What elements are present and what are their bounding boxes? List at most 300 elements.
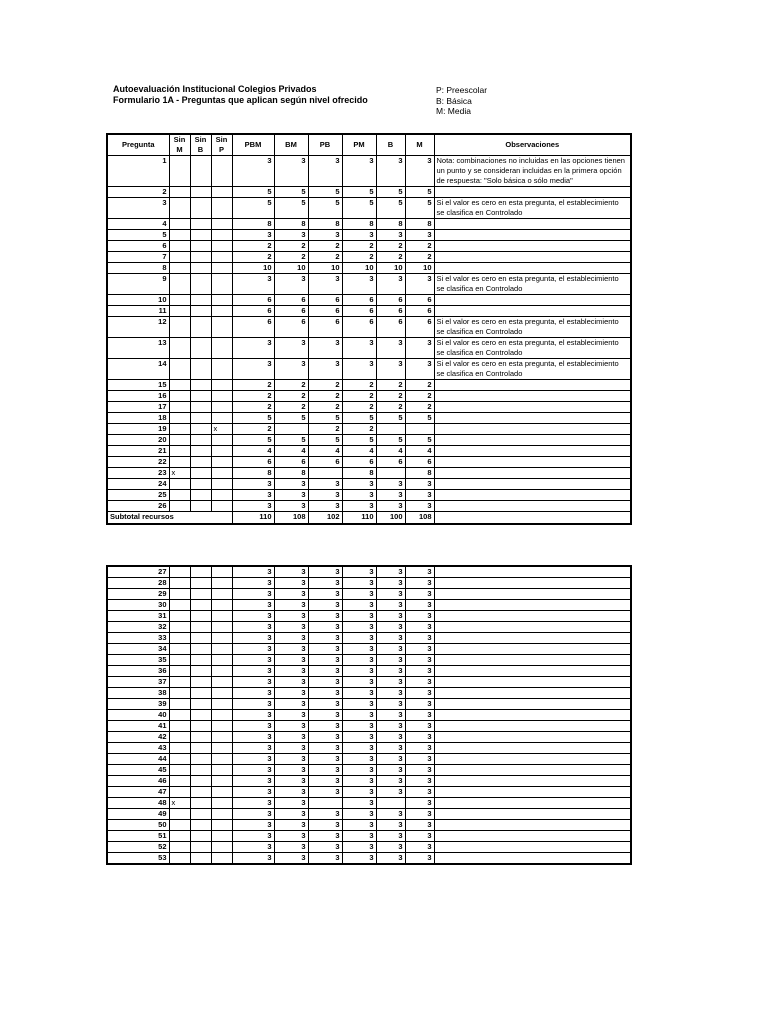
bm-cell: 6 (274, 295, 308, 306)
pbm-cell: 3 (232, 655, 274, 666)
b-cell: 3 (376, 754, 405, 765)
bm-cell: 3 (274, 611, 308, 622)
sin-m-cell (169, 424, 190, 435)
pbm-cell: 3 (232, 589, 274, 600)
sin-b-cell (190, 306, 211, 317)
sin-b-cell (190, 402, 211, 413)
table-row (107, 655, 631, 666)
sin-m-cell (169, 446, 190, 457)
pm-cell: 6 (342, 317, 376, 338)
question-cell: 39 (107, 699, 169, 710)
obs-cell (434, 468, 631, 479)
obs-cell: Si el valor es cero en esta pregunta, el establecimiento se clasifica en Controlado (434, 274, 631, 295)
pb-cell: 3 (308, 479, 342, 490)
pb-cell: 3 (308, 787, 342, 798)
bm-cell: 3 (274, 600, 308, 611)
pm-cell: 3 (342, 490, 376, 501)
sin-p-cell (211, 446, 232, 457)
subtotal-bm-cell: 108 (274, 512, 308, 525)
bm-cell: 3 (274, 809, 308, 820)
question-cell: 52 (107, 842, 169, 853)
sin-m-cell (169, 156, 190, 187)
pbm-cell: 3 (232, 622, 274, 633)
pb-cell: 3 (308, 710, 342, 721)
question-cell: 24 (107, 479, 169, 490)
sin-m-cell (169, 743, 190, 754)
pm-cell: 3 (342, 359, 376, 380)
pm-cell: 3 (342, 156, 376, 187)
pbm-cell: 10 (232, 263, 274, 274)
sin-p-cell: x (211, 424, 232, 435)
sin-p-cell (211, 230, 232, 241)
sin-b-cell (190, 853, 211, 865)
m-cell: 3 (405, 765, 434, 776)
bm-cell: 3 (274, 721, 308, 732)
table-row (107, 252, 631, 263)
bm-cell: 3 (274, 655, 308, 666)
obs-cell (434, 219, 631, 230)
sin-p-cell (211, 666, 232, 677)
m-cell: 8 (405, 219, 434, 230)
b-cell: 2 (376, 380, 405, 391)
table-row (107, 468, 631, 479)
document-title (113, 84, 368, 106)
m-cell: 3 (405, 677, 434, 688)
obs-cell (434, 798, 631, 809)
sin-b-cell (190, 457, 211, 468)
sin-b-cell (190, 611, 211, 622)
table-row (107, 219, 631, 230)
pb-cell: 4 (308, 446, 342, 457)
b-cell: 3 (376, 490, 405, 501)
pbm-cell: 6 (232, 295, 274, 306)
pbm-cell: 2 (232, 424, 274, 435)
obs-cell (434, 853, 631, 865)
m-cell: 2 (405, 402, 434, 413)
pbm-cell: 3 (232, 611, 274, 622)
table-row (107, 198, 631, 219)
obs-cell (434, 765, 631, 776)
sin-b-cell (190, 295, 211, 306)
sin-p-cell (211, 274, 232, 295)
pbm-cell: 3 (232, 338, 274, 359)
pbm-cell: 3 (232, 787, 274, 798)
sin-m-cell (169, 219, 190, 230)
sin-p-cell (211, 754, 232, 765)
b-cell: 5 (376, 198, 405, 219)
m-cell: 3 (405, 600, 434, 611)
sin-p-cell (211, 479, 232, 490)
table-row (107, 578, 631, 589)
pb-cell: 5 (308, 435, 342, 446)
subtotal-m-cell: 108 (405, 512, 434, 525)
obs-cell (434, 622, 631, 633)
sin-b-cell (190, 501, 211, 512)
b-cell: 3 (376, 589, 405, 600)
question-cell: 7 (107, 252, 169, 263)
sin-p-cell (211, 468, 232, 479)
b-cell: 3 (376, 644, 405, 655)
pb-cell: 8 (308, 219, 342, 230)
pbm-cell: 5 (232, 187, 274, 198)
m-cell: 3 (405, 566, 434, 578)
sin-p-cell (211, 156, 232, 187)
pbm-cell: 3 (232, 677, 274, 688)
table-row (107, 306, 631, 317)
subtotal-row (107, 512, 631, 525)
b-cell: 5 (376, 413, 405, 424)
m-cell: 3 (405, 479, 434, 490)
pb-cell: 3 (308, 699, 342, 710)
b-cell (376, 424, 405, 435)
pm-cell: 6 (342, 295, 376, 306)
pbm-cell: 5 (232, 435, 274, 446)
table-row (107, 842, 631, 853)
table-row (107, 435, 631, 446)
sin-p-cell (211, 787, 232, 798)
pm-cell: 3 (342, 853, 376, 865)
pb-cell: 3 (308, 644, 342, 655)
m-cell: 3 (405, 611, 434, 622)
sin-m-cell (169, 479, 190, 490)
sin-b-cell (190, 274, 211, 295)
sin-p-cell (211, 263, 232, 274)
subtotal-label: Subtotal recursos (107, 512, 232, 525)
b-cell: 3 (376, 600, 405, 611)
obs-cell (434, 252, 631, 263)
bm-cell: 3 (274, 754, 308, 765)
pm-cell: 3 (342, 622, 376, 633)
b-cell: 3 (376, 479, 405, 490)
m-cell: 6 (405, 295, 434, 306)
question-cell: 43 (107, 743, 169, 754)
pm-cell: 3 (342, 633, 376, 644)
sin-p-cell (211, 633, 232, 644)
pb-cell (308, 468, 342, 479)
m-cell: 10 (405, 263, 434, 274)
sin-p-cell (211, 842, 232, 853)
table-row (107, 241, 631, 252)
table-row (107, 338, 631, 359)
table-row (107, 699, 631, 710)
b-cell: 3 (376, 655, 405, 666)
table-row (107, 820, 631, 831)
obs-cell (434, 809, 631, 820)
pb-cell: 3 (308, 600, 342, 611)
pb-cell: 3 (308, 501, 342, 512)
obs-cell (434, 754, 631, 765)
b-cell: 6 (376, 317, 405, 338)
bm-cell: 6 (274, 306, 308, 317)
obs-cell (434, 457, 631, 468)
bm-cell: 3 (274, 589, 308, 600)
m-cell: 3 (405, 809, 434, 820)
pb-cell: 3 (308, 578, 342, 589)
obs-cell: Si el valor es cero en esta pregunta, el establecimiento se clasifica en Controlado (434, 359, 631, 380)
sin-p-cell (211, 566, 232, 578)
sin-m-cell (169, 677, 190, 688)
pbm-cell: 3 (232, 644, 274, 655)
b-cell: 3 (376, 666, 405, 677)
questions-table-1 (106, 133, 632, 525)
b-cell: 8 (376, 219, 405, 230)
obs-cell (434, 677, 631, 688)
obs-cell (434, 688, 631, 699)
m-cell: 3 (405, 776, 434, 787)
sin-p-cell (211, 655, 232, 666)
pbm-cell: 3 (232, 230, 274, 241)
pm-cell: 3 (342, 831, 376, 842)
sin-b-cell (190, 622, 211, 633)
pb-cell: 3 (308, 655, 342, 666)
pb-cell: 3 (308, 688, 342, 699)
sin-b-cell (190, 699, 211, 710)
m-cell: 3 (405, 655, 434, 666)
sin-p-cell (211, 721, 232, 732)
sin-m-cell (169, 776, 190, 787)
pb-cell: 2 (308, 380, 342, 391)
question-cell: 36 (107, 666, 169, 677)
question-cell: 23 (107, 468, 169, 479)
pb-cell: 3 (308, 842, 342, 853)
sin-m-cell (169, 754, 190, 765)
pbm-cell: 2 (232, 241, 274, 252)
sin-m-cell (169, 809, 190, 820)
bm-cell: 6 (274, 457, 308, 468)
b-cell: 3 (376, 765, 405, 776)
sin-m-cell (169, 274, 190, 295)
question-cell: 51 (107, 831, 169, 842)
sin-m-cell (169, 622, 190, 633)
obs-cell: Nota: combinaciones no incluidas en las opciones tienen un punto y se consideran incluidas en la primera opción de respuesta: "Solo básica o sólo media" (434, 156, 631, 187)
pm-cell: 2 (342, 241, 376, 252)
sin-m-cell (169, 831, 190, 842)
bm-cell: 3 (274, 230, 308, 241)
sin-b-cell (190, 820, 211, 831)
m-cell: 3 (405, 754, 434, 765)
m-cell: 3 (405, 622, 434, 633)
m-cell: 2 (405, 252, 434, 263)
m-cell: 3 (405, 644, 434, 655)
m-cell: 3 (405, 359, 434, 380)
sin-b-cell (190, 252, 211, 263)
obs-cell (434, 187, 631, 198)
question-cell: 47 (107, 787, 169, 798)
bm-cell: 3 (274, 490, 308, 501)
pb-cell: 2 (308, 241, 342, 252)
pb-cell: 3 (308, 611, 342, 622)
pbm-cell: 3 (232, 820, 274, 831)
b-cell: 3 (376, 622, 405, 633)
b-cell: 5 (376, 435, 405, 446)
header-sin-m: Sin M (169, 134, 190, 156)
m-cell: 3 (405, 842, 434, 853)
sin-p-cell (211, 338, 232, 359)
b-cell: 3 (376, 809, 405, 820)
obs-cell (434, 578, 631, 589)
sin-b-cell (190, 809, 211, 820)
bm-cell: 3 (274, 688, 308, 699)
table-row (107, 677, 631, 688)
header-b: B (376, 134, 405, 156)
obs-cell (434, 479, 631, 490)
sin-m-cell (169, 187, 190, 198)
b-cell: 6 (376, 295, 405, 306)
obs-cell (434, 424, 631, 435)
sin-p-cell (211, 317, 232, 338)
obs-cell (434, 721, 631, 732)
b-cell: 4 (376, 446, 405, 457)
sin-m-cell (169, 633, 190, 644)
sin-b-cell (190, 338, 211, 359)
level-legend (436, 85, 487, 117)
pm-cell: 2 (342, 391, 376, 402)
obs-cell: Si el valor es cero en esta pregunta, el establecimiento se clasifica en Controlado (434, 317, 631, 338)
bm-cell: 3 (274, 743, 308, 754)
sin-p-cell (211, 732, 232, 743)
m-cell: 2 (405, 380, 434, 391)
bm-cell: 3 (274, 501, 308, 512)
subtotal-pm-cell: 110 (342, 512, 376, 525)
sin-b-cell (190, 187, 211, 198)
table-row (107, 611, 631, 622)
sin-m-cell (169, 241, 190, 252)
sin-b-cell (190, 198, 211, 219)
pm-cell: 5 (342, 435, 376, 446)
question-cell: 17 (107, 402, 169, 413)
sin-p-cell (211, 359, 232, 380)
question-cell: 11 (107, 306, 169, 317)
bm-cell (274, 424, 308, 435)
table-row (107, 187, 631, 198)
table-row (107, 501, 631, 512)
m-cell: 3 (405, 787, 434, 798)
sin-m-cell (169, 732, 190, 743)
sin-p-cell (211, 413, 232, 424)
question-cell: 48 (107, 798, 169, 809)
pb-cell: 2 (308, 252, 342, 263)
question-cell: 18 (107, 413, 169, 424)
obs-cell (434, 241, 631, 252)
m-cell: 3 (405, 699, 434, 710)
table-row (107, 831, 631, 842)
b-cell: 3 (376, 710, 405, 721)
table-row (107, 787, 631, 798)
pbm-cell: 3 (232, 666, 274, 677)
sin-m-cell: x (169, 468, 190, 479)
bm-cell: 2 (274, 391, 308, 402)
sin-b-cell (190, 156, 211, 187)
b-cell: 2 (376, 402, 405, 413)
m-cell: 4 (405, 446, 434, 457)
b-cell: 3 (376, 787, 405, 798)
pb-cell: 3 (308, 490, 342, 501)
sin-b-cell (190, 589, 211, 600)
pbm-cell: 6 (232, 317, 274, 338)
sin-p-cell (211, 589, 232, 600)
pb-cell: 10 (308, 263, 342, 274)
m-cell: 3 (405, 338, 434, 359)
bm-cell: 3 (274, 644, 308, 655)
header-pbm: PBM (232, 134, 274, 156)
pb-cell: 3 (308, 338, 342, 359)
b-cell: 3 (376, 688, 405, 699)
question-cell: 25 (107, 490, 169, 501)
sin-p-cell (211, 457, 232, 468)
sin-p-cell (211, 241, 232, 252)
table-row (107, 457, 631, 468)
m-cell: 8 (405, 468, 434, 479)
pm-cell: 3 (342, 809, 376, 820)
obs-cell (434, 435, 631, 446)
bm-cell: 3 (274, 710, 308, 721)
bm-cell: 3 (274, 699, 308, 710)
question-cell: 10 (107, 295, 169, 306)
m-cell: 3 (405, 274, 434, 295)
pb-cell: 5 (308, 187, 342, 198)
table-row (107, 566, 631, 578)
m-cell: 3 (405, 820, 434, 831)
pm-cell: 3 (342, 787, 376, 798)
sin-m-cell (169, 338, 190, 359)
pm-cell: 3 (342, 611, 376, 622)
b-cell: 6 (376, 457, 405, 468)
table-row (107, 295, 631, 306)
pm-cell: 3 (342, 589, 376, 600)
m-cell: 6 (405, 317, 434, 338)
question-cell: 9 (107, 274, 169, 295)
question-cell: 13 (107, 338, 169, 359)
question-cell: 40 (107, 710, 169, 721)
sin-b-cell (190, 317, 211, 338)
pbm-cell: 3 (232, 699, 274, 710)
b-cell (376, 798, 405, 809)
pbm-cell: 4 (232, 446, 274, 457)
obs-cell (434, 380, 631, 391)
pbm-cell: 2 (232, 380, 274, 391)
bm-cell: 3 (274, 479, 308, 490)
table-row (107, 589, 631, 600)
bm-cell: 3 (274, 820, 308, 831)
obs-cell (434, 710, 631, 721)
pm-cell: 3 (342, 655, 376, 666)
sin-m-cell (169, 402, 190, 413)
pbm-cell: 2 (232, 402, 274, 413)
pbm-cell: 3 (232, 831, 274, 842)
bm-cell: 5 (274, 198, 308, 219)
pb-cell: 3 (308, 776, 342, 787)
b-cell: 3 (376, 820, 405, 831)
question-cell: 1 (107, 156, 169, 187)
pbm-cell: 3 (232, 566, 274, 578)
pbm-cell: 3 (232, 721, 274, 732)
bm-cell: 5 (274, 187, 308, 198)
pm-cell: 3 (342, 230, 376, 241)
pm-cell: 10 (342, 263, 376, 274)
bm-cell: 3 (274, 831, 308, 842)
pm-cell: 2 (342, 252, 376, 263)
subtotal-pb-cell: 102 (308, 512, 342, 525)
pm-cell: 3 (342, 566, 376, 578)
obs-cell (434, 295, 631, 306)
b-cell: 3 (376, 721, 405, 732)
sin-m-cell (169, 490, 190, 501)
sin-m-cell (169, 566, 190, 578)
sin-m-cell (169, 435, 190, 446)
pbm-cell: 6 (232, 306, 274, 317)
b-cell: 3 (376, 699, 405, 710)
pb-cell: 3 (308, 809, 342, 820)
